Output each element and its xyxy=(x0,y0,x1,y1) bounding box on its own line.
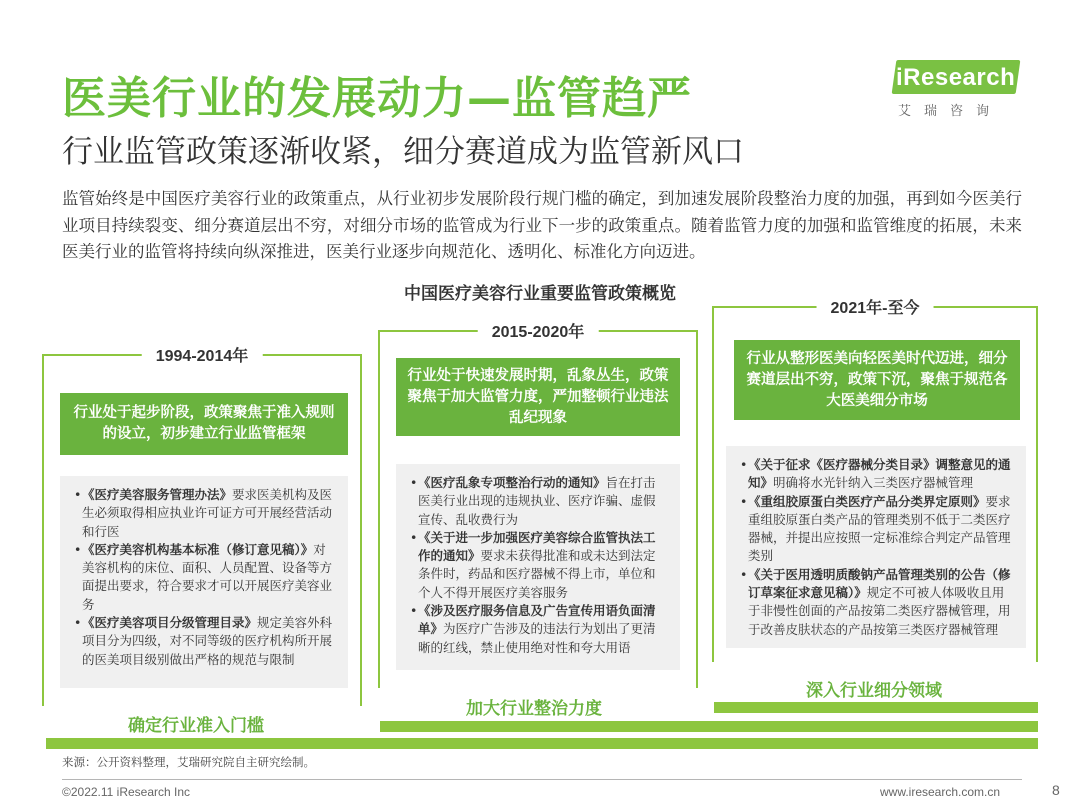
stage-bar-1 xyxy=(46,738,1038,749)
policy-desc: 要求未获得批准和或未达到法定条件时，药品和医疗器械不得上市，单位和个人不得开展医疗美容服务 xyxy=(418,548,656,600)
policy-name: 《医疗美容机构基本标准（修订意见稿）》 xyxy=(82,541,314,557)
website-link[interactable]: www.iresearch.com.cn xyxy=(880,785,1001,799)
page-title: 医美行业的发展动力—监管趋严 xyxy=(62,73,692,124)
stage-summary-3: 行业从整形医美向轻医美时代迈进，细分赛道层出不穷，政策下沉，聚焦于规范各大医美细分市场 xyxy=(734,340,1020,420)
bullet: • xyxy=(410,603,418,619)
stage-bar-label-1: 确定行业准入门槛 xyxy=(128,716,264,736)
policy-item xyxy=(74,614,334,669)
logo-brand: iResearch xyxy=(896,64,1016,91)
policy-name: 《医疗美容服务管理办法》 xyxy=(82,487,233,502)
policy-item xyxy=(74,486,334,541)
bullet: • xyxy=(740,457,748,472)
policy-item xyxy=(740,493,1012,566)
intro-paragraph: 监管始终是中国医疗美容行业的政策重点，从行业初步发展阶段行规门槛的确定，到加速发展阶段整治力度的加强，再到如今医美行业项目持续裂变、细分赛道层出不穷，对细分市场的监管成为行业下一步的政策重点。随着监管力度的加强和监管维度的拓展，未来医美行业的监管将持续向纵深推进，医美行业逐步向规范化、透明化、标准化方向迈进。 xyxy=(62,189,1022,261)
copyright: ©2022.11 iResearch Inc xyxy=(62,785,191,799)
policy-desc: 规定不可被人体吸收且用于非慢性创面的产品按第二类医疗器械管理，用于改善皮肤状态的产品按第三类医疗器械管理 xyxy=(748,585,1011,637)
stage-period-1: 1994-2014年 xyxy=(142,343,263,366)
policy-item xyxy=(410,602,666,657)
policy-desc: 要求重组胶原蛋白类产品的管理类别不低于二类医疗器械，并提出应按照一定标准综合判定产品管理类别 xyxy=(748,493,1011,564)
policy-name: 《关于医用透明质酸钠产品管理类别的公告（修订草案征求意见稿）》 xyxy=(748,566,1011,601)
page-number: 8 xyxy=(1052,782,1060,798)
policy-desc: 规定美容外科项目分为四级，对不同等级的医疗机构所开展的医美项目级别做出严格的规范与限制 xyxy=(82,615,333,667)
logo-chinese: 艾瑞咨询 xyxy=(898,104,1003,119)
policy-name: 《重组胶原蛋白类医疗产品分类界定原则》 xyxy=(748,493,986,509)
stage-summary-2: 行业处于快速发展时期，乱象丛生，政策聚焦于加大监管力度，严加整顿行业违法乱纪现象 xyxy=(396,358,680,436)
stage-bar-label-3: 深入行业细分领域 xyxy=(806,681,942,701)
policy-name: 《医疗美容项目分级管理目录》 xyxy=(82,615,258,631)
iresearch-logo xyxy=(880,60,1030,120)
stage-summary-1: 行业处于起步阶段，政策聚焦于准入规则的设立，初步建立行业监管框架 xyxy=(60,393,348,455)
bullet: • xyxy=(74,487,82,502)
stage-bar-2 xyxy=(380,721,1038,732)
policy-item xyxy=(410,529,666,602)
stage-period-3: 2021年-至今 xyxy=(817,295,934,318)
stage-bar-label-2: 加大行业整治力度 xyxy=(466,699,602,719)
policy-item xyxy=(410,474,666,529)
stage-policies-2 xyxy=(396,464,680,670)
policy-desc: 对美容机构的床位、面积、人员配置、设备等方面提出要求，符合要求才可以开展医疗美容业务 xyxy=(82,541,333,612)
stage-bar-3 xyxy=(714,702,1038,713)
stage-policies-3 xyxy=(726,446,1026,648)
policy-name: 《涉及医疗服务信息及广告宣传用语负面清单》 xyxy=(418,603,656,637)
policy-item xyxy=(740,456,1012,493)
bullet: • xyxy=(74,615,82,631)
stage-period-2: 2015-2020年 xyxy=(478,319,599,342)
policy-desc: 明确将水光针纳入三类医疗器械管理 xyxy=(773,475,974,491)
bullet: • xyxy=(410,529,418,545)
page-subtitle: 行业监管政策逐渐收紧，细分赛道成为监管新风口 xyxy=(62,134,744,170)
bullet: • xyxy=(740,493,748,509)
source-note: 来源：公开资料整理，艾瑞研究院自主研究绘制。 xyxy=(62,755,315,769)
policy-item xyxy=(74,541,334,614)
policy-name: 《关于征求《医疗器械分类目录》调整意见的通知》 xyxy=(748,457,1011,491)
footer-divider xyxy=(62,779,1022,780)
bullet: • xyxy=(410,475,418,490)
policy-name: 《医疗乱象专项整治行动的通知》 xyxy=(418,475,606,490)
policy-desc: 为医疗广告涉及的违法行为划出了更清晰的红线，禁止使用绝对性和夸大用语 xyxy=(418,621,656,655)
policy-item xyxy=(740,566,1012,639)
bullet: • xyxy=(740,566,748,582)
policy-desc: 要求医美机构及医生必须取得相应执业许可证方可开展经营活动和行医 xyxy=(82,487,333,539)
bullet: • xyxy=(74,541,82,557)
policy-desc: 旨在打击医美行业出现的违规执业、医疗诈骗、虚假宣传、乱收费行为 xyxy=(418,475,656,527)
chart-title: 中国医疗美容行业重要监管政策概览 xyxy=(404,284,676,304)
stage-policies-1 xyxy=(60,476,348,688)
policy-name: 《关于进一步加强医疗美容综合监管执法工作的通知》 xyxy=(418,529,656,564)
